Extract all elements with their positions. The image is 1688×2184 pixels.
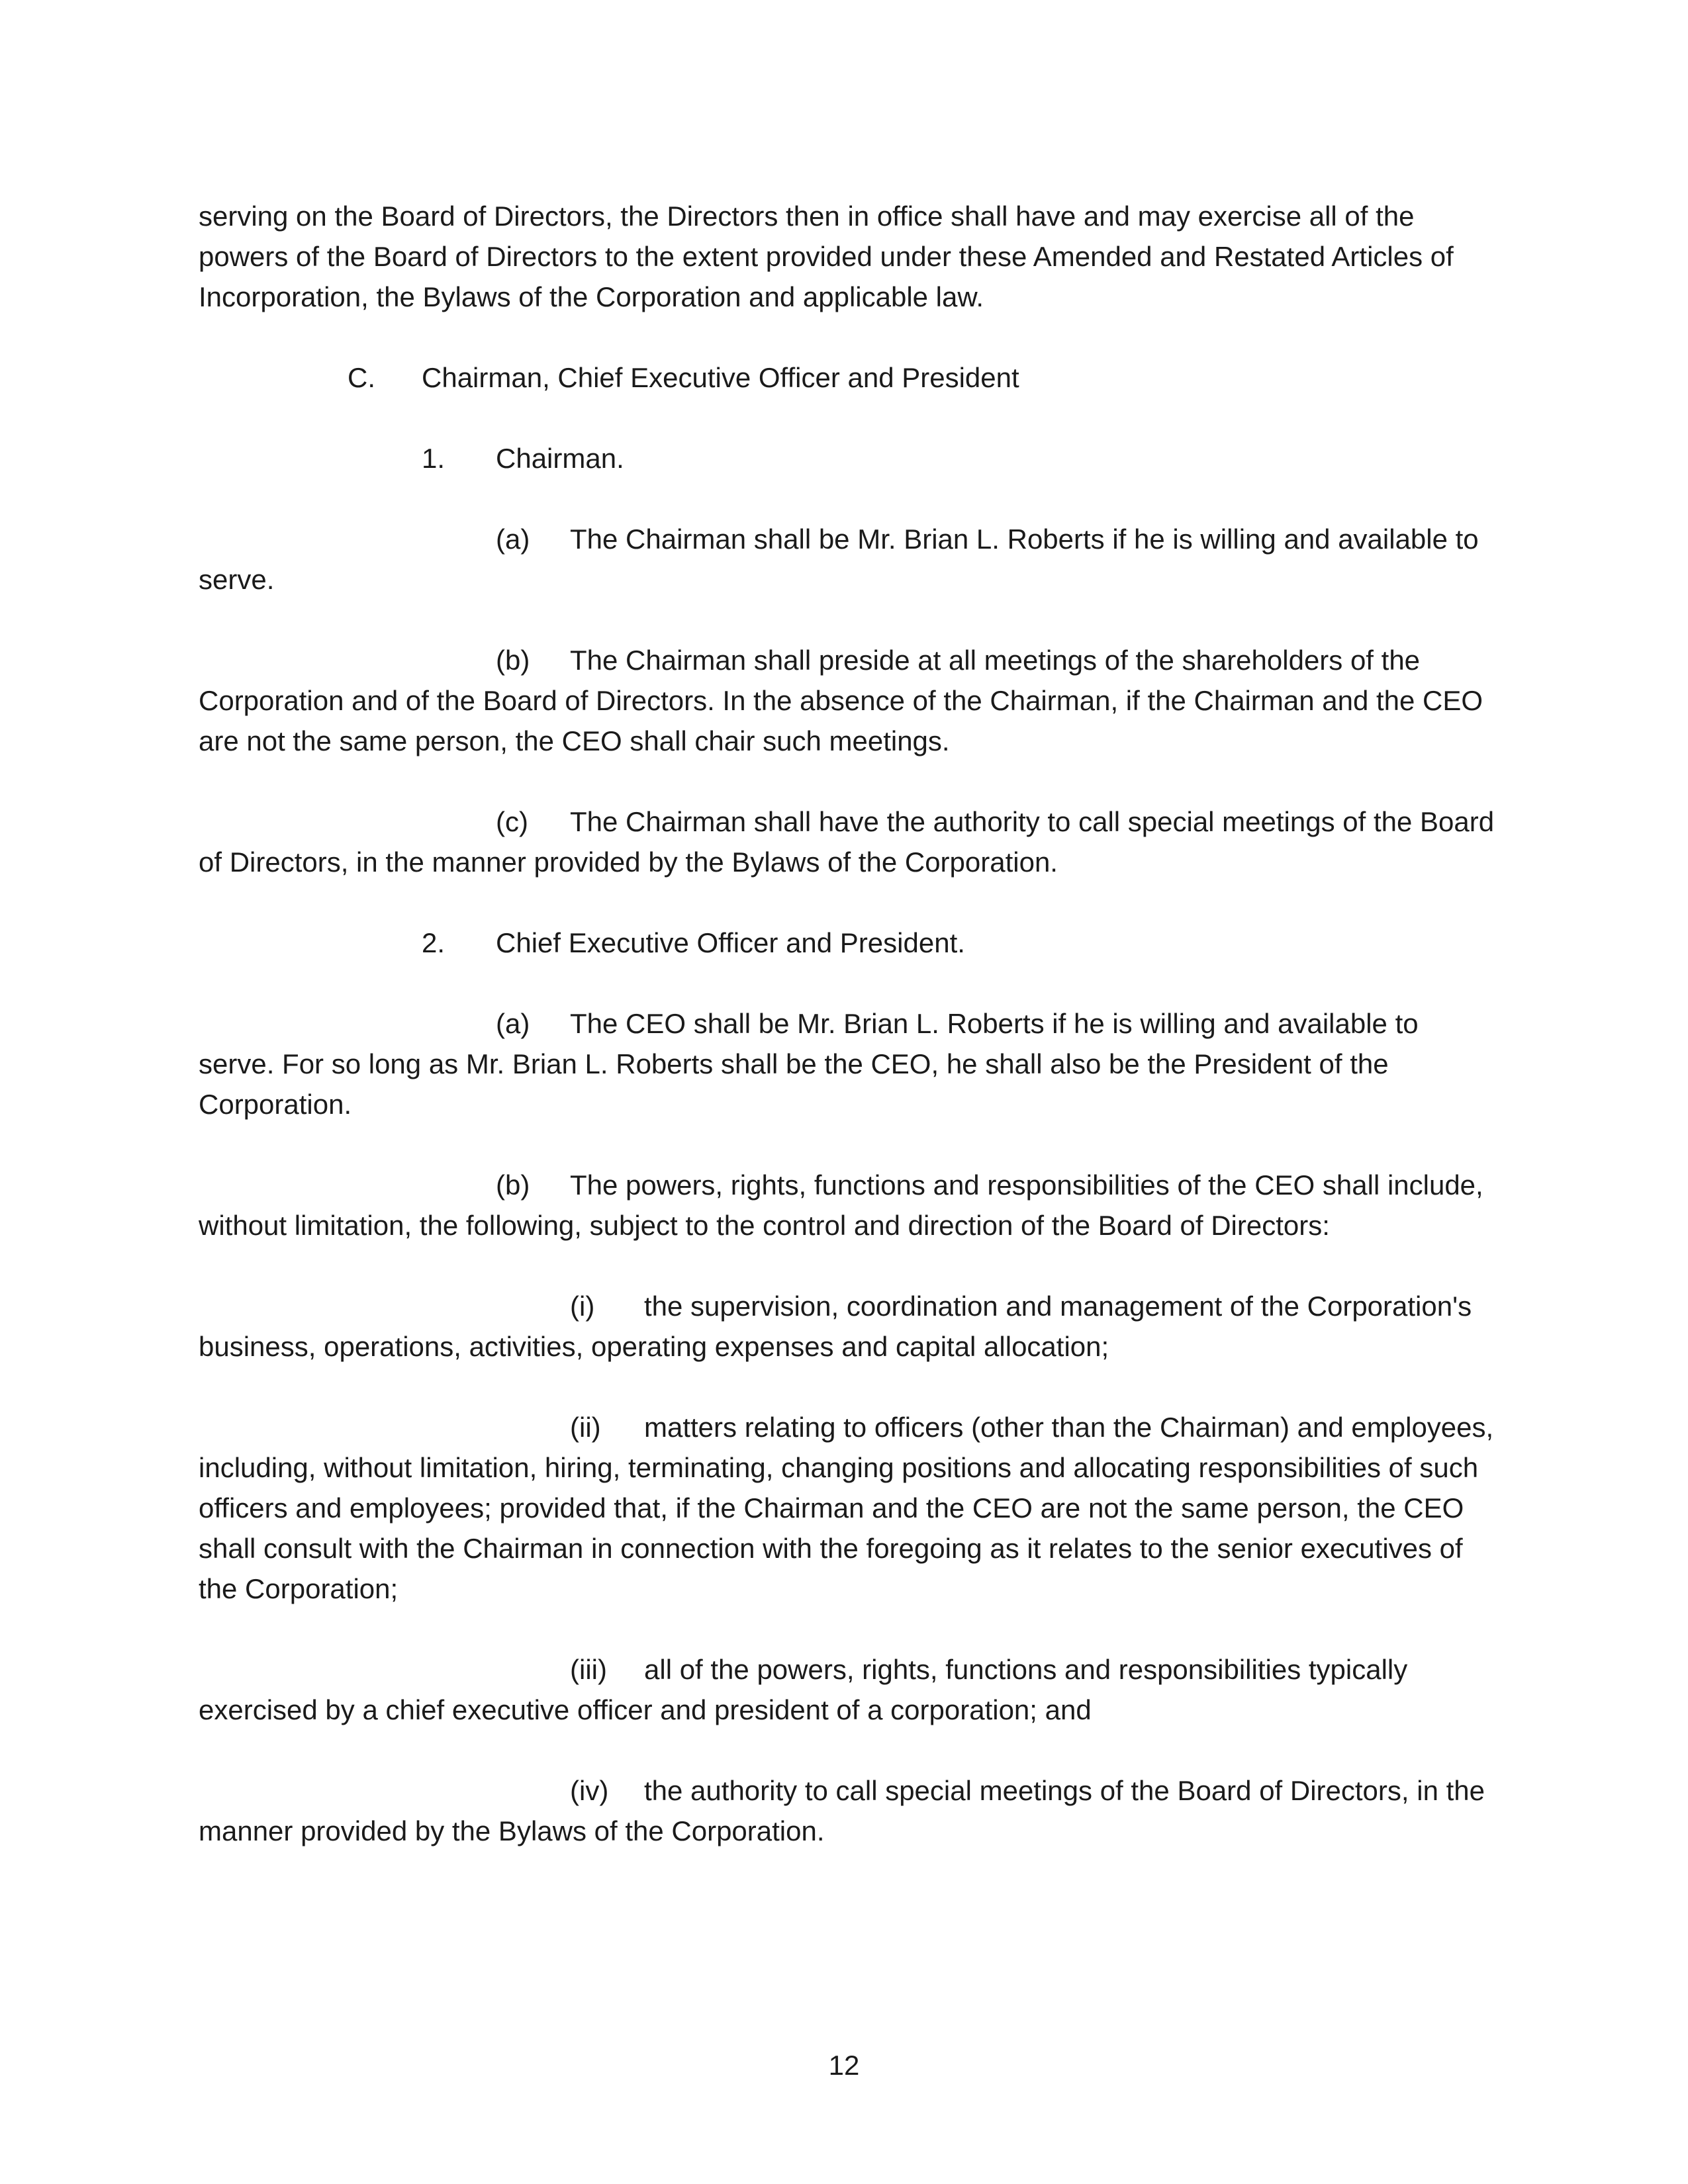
item-1-heading (199, 438, 1496, 478)
item-label: (a) (496, 1008, 530, 1039)
item-2b-iii-paragraph (199, 1649, 1496, 1730)
document-body (199, 196, 1496, 1891)
item-label: (b) (496, 1169, 530, 1201)
item-text: The Chairman shall be Mr. Brian L. Roberts if he is willing and available to serve. (199, 523, 1479, 595)
section-c-heading (199, 357, 1496, 398)
item-text: The powers, rights, functions and responsibilities of the CEO shall include, without limitation, the following, subject to the control and direction of the Board of Directors: (199, 1169, 1483, 1241)
item-title: Chief Executive Officer and President. (496, 927, 965, 958)
item-text: The CEO shall be Mr. Brian L. Roberts if he is willing and available to serve. For so long as Mr. Brian L. Roberts shall be the CEO, he shall also be the President of the Corporation. (199, 1008, 1419, 1120)
item-text: The Chairman shall preside at all meetings of the shareholders of the Corporation and of the Board of Directors. In the absence of the Chairman, if the Chairman and the CEO are not the same person, the CEO shall chair such meetings. (199, 645, 1483, 756)
item-label: (i) (570, 1291, 595, 1322)
item-label: (iii) (570, 1654, 607, 1685)
item-label: 2. (422, 927, 445, 958)
section-label: C. (348, 362, 375, 393)
item-label: (iv) (570, 1775, 609, 1806)
item-label: 1. (422, 443, 445, 474)
item-1c-paragraph (199, 801, 1496, 882)
section-title: Chairman, Chief Executive Officer and President (422, 362, 1019, 393)
item-label: (c) (496, 806, 528, 837)
item-2b-iv-paragraph (199, 1770, 1496, 1851)
item-2b-paragraph (199, 1165, 1496, 1246)
item-text: matters relating to officers (other than the Chairman) and employees, including, without limitation, hiring, terminating, changing positions and allocating responsibilities of such officers and employees; provided that, if the Chairman and the CEO are not the same person, the CEO shall consult with the Chairman in connection with the foregoing as it relates to the senior executives of the Corporation; (199, 1412, 1494, 1604)
item-text: the supervision, coordination and management of the Corporation's business, operations, activities, operating expenses and capital allocation; (199, 1291, 1472, 1362)
item-text: all of the powers, rights, functions and responsibilities typically exercised by a chief executive officer and president of a corporation; and (199, 1654, 1408, 1725)
item-2a-paragraph (199, 1003, 1496, 1124)
item-2-heading (199, 923, 1496, 963)
item-1b-paragraph (199, 640, 1496, 761)
item-label: (b) (496, 645, 530, 676)
item-2b-i-paragraph (199, 1286, 1496, 1367)
page-number: 12 (828, 2050, 860, 2081)
item-1a-paragraph (199, 519, 1496, 600)
item-text: the authority to call special meetings of the Board of Directors, in the manner provided by the Bylaws of the Corporation. (199, 1775, 1485, 1846)
item-2b-ii-paragraph (199, 1407, 1496, 1609)
item-label: (a) (496, 523, 530, 555)
item-label: (ii) (570, 1412, 601, 1443)
item-title: Chairman. (496, 443, 624, 474)
paragraph-continuation: serving on the Board of Directors, the Directors then in office shall have and may exercise all of the powers of the Board of Directors to the extent provided under these Amended and Restated Articles of Incorporation, the Bylaws of the Corporation and applicable law. (199, 201, 1454, 312)
item-text: The Chairman shall have the authority to call special meetings of the Board of Directors, in the manner provided by the Bylaws of the Corporation. (199, 806, 1495, 878)
